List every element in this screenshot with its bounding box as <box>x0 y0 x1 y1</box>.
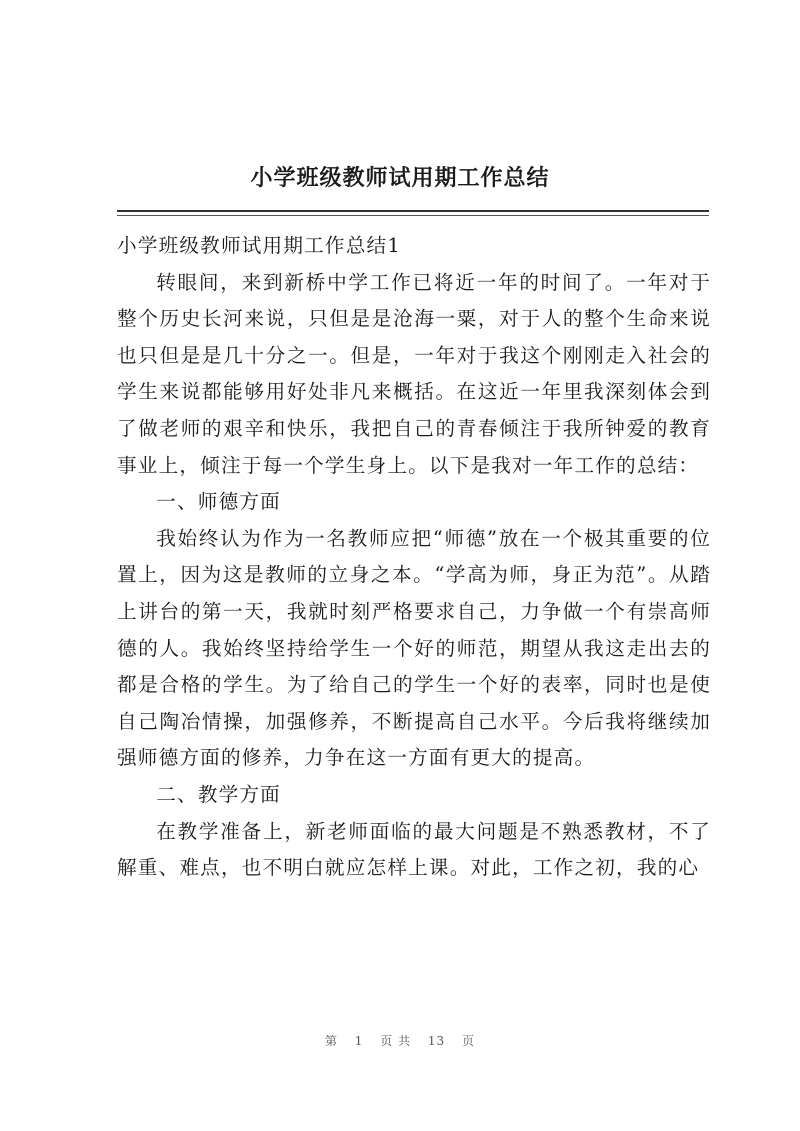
footer-label-of: 页 共 <box>380 1034 412 1048</box>
footer-label-pages: 页 <box>462 1034 476 1048</box>
section-heading-ethics: 一、师德方面 <box>156 490 281 514</box>
footer-label-page: 第 <box>324 1034 338 1048</box>
title-rule-thin <box>117 215 709 216</box>
footer-total-pages: 13 <box>427 1034 446 1048</box>
paragraph-teaching: 在教学准备上，新老师面临的最大问题是不熟悉教材，不了解重、难点，也不明白就应怎样上课。对此，工作之初，我的心 <box>117 819 711 880</box>
title-rule-thick <box>117 210 709 212</box>
page-footer <box>0 1032 800 1049</box>
footer-current-page: 1 <box>354 1034 364 1048</box>
paragraph-intro: 转眼间，来到新桥中学工作已将近一年的时间了。一年对于整个历史长河来说，只但是是沧海一粟，对于人的整个生命来说也只但是是几十分之一。但是，一年对于我这个刚刚走入社会的学生来说都能够用好处非凡来概括。在这近一年里我深刻体会到了做老师的艰辛和快乐，我把自己的青春倾注于我所钟爱的教育事业上，倾注于每一个学生身上。以下是我对一年工作的总结： <box>117 270 711 477</box>
paragraph-ethics: 我始终认为作为一名教师应把“师德”放在一个极其重要的位置上，因为这是教师的立身之本。“学高为师，身正为范”。从踏上讲台的第一天，我就时刻严格要求自己，力争做一个有崇高师德的人。我始终坚持给学生一个好的师范，期望从我这走出去的都是合格的学生。为了给自己的学生一个好的表率，同时也是使自己陶冶情操，加强修养，不断提高自己水平。今后我将继续加强师德方面的修养，力争在这一方面有更大的提高。 <box>117 526 711 770</box>
document-title: 小学班级教师试用期工作总结 <box>250 165 550 191</box>
document-body <box>117 228 711 887</box>
document-subtitle: 小学班级教师试用期工作总结1 <box>117 234 401 257</box>
section-heading-teaching: 二、教学方面 <box>156 782 281 806</box>
